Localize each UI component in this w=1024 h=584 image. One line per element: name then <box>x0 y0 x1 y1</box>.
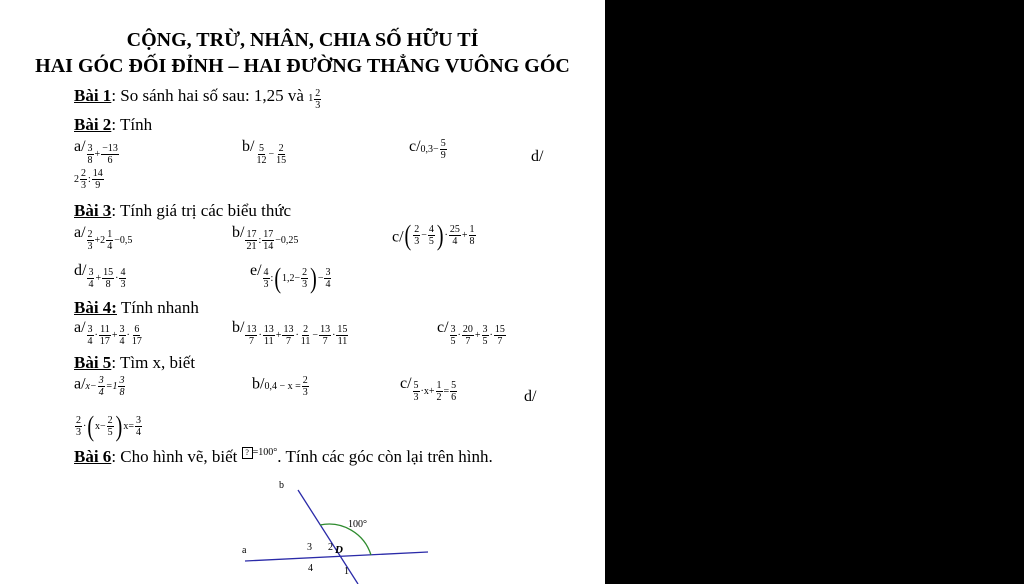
ex2-item-b: b/ 5 12 − 2 15 <box>242 138 287 166</box>
line-b-label: b <box>279 480 284 491</box>
exercise-3 <box>74 201 291 221</box>
exercise-5-text: : Tìm x, biết <box>111 353 196 372</box>
line-b <box>298 490 358 584</box>
exercise-5 <box>74 353 195 373</box>
angle-number-4: 4 <box>308 563 313 574</box>
ex4-item-a: a/ 3 4 · 11 17 + 3 4 · 6 17 <box>74 319 142 347</box>
angle-number-1: 1 <box>344 566 349 577</box>
ex4-item-c: c/ 3 5 · 20 7 + 3 5 · 15 7 <box>437 319 505 347</box>
ex3-item-a: a/ 2 3 +2 1 4 −0,5 <box>74 224 133 252</box>
exercise-1-label: Bài 1 <box>74 86 112 105</box>
mixed-number: 1 2 3 <box>308 87 321 111</box>
exercise-2-text: : Tính <box>111 115 153 134</box>
exercise-1-text: : So sánh hai số sau: 1,25 và <box>111 86 309 105</box>
ex5-item-c: c/ 5 3 ·x+ 1 2 = 5 6 <box>400 375 457 403</box>
ex3-item-e: e/ 4 3 : ( 1,2− $\frac{2}{3}$ ) − 3 4 <box>250 262 331 294</box>
ex3-item-b: b/ 17 21 : 17 14 −0,25 <box>232 224 299 252</box>
exercise-6-label: Bài 6 <box>74 447 112 466</box>
angle-figure <box>230 472 440 584</box>
ex2-item-d: d/ <box>531 148 544 165</box>
exercise-4-label: Bài 4: <box>74 298 117 317</box>
point-label: D <box>335 544 343 556</box>
ex5-item-b: b/ 0,4 − x = $\frac{2}{3}$ <box>252 375 308 398</box>
line-a-label: a <box>242 545 247 556</box>
angle-label: 100° <box>348 519 367 530</box>
ex2-item-a: a/ 3 8 + −13 6 <box>74 138 118 166</box>
exercise-3-text: : Tính giá trị các biểu thức <box>111 201 292 220</box>
exercise-5-label: Bài 5 <box>74 353 112 372</box>
exercise-1 <box>74 86 322 111</box>
ex3-item-d: d/ 3 4 + 15 8 · 4 3 <box>74 262 126 290</box>
exercise-3-label: Bài 3 <box>74 201 112 220</box>
exercise-2 <box>74 115 152 135</box>
exercise-6-text: : Cho hình vẽ, biết <box>111 447 242 466</box>
ex5-item-a: a/x− 3 4 =1 3 8 <box>74 375 125 398</box>
angle-number-2: 2 <box>328 542 333 553</box>
ex3-item-c: c/ ( 2 3 − 4 5 ) · 25 4 + 1 8 <box>392 220 475 251</box>
exercise-2-label: Bài 2 <box>74 115 112 134</box>
ex2-item-c: c/ 0,3 − 5 9 <box>409 138 446 161</box>
title-line-2: HAI GÓC ĐỐI ĐỈNH – HAI ĐƯỜNG THẲNG VUÔNG GÓC <box>35 55 570 77</box>
exercise-6-text-2: . Tính các góc còn lại trên hình. <box>277 447 493 466</box>
ex5-item-d-expr: 2 3 · ( x− 2 5 ) x= 3 4 <box>76 411 141 442</box>
angle-value: =100° <box>252 447 278 458</box>
exercise-6: Bài 6: Cho hình vẽ, biết ? =100° . Tính các góc còn lại trên hình. <box>74 447 493 466</box>
exercise-4 <box>74 298 199 318</box>
ex5-item-d: d/ <box>524 388 537 405</box>
angle-number-3: 3 <box>307 542 312 553</box>
ex4-item-b: b/ 13 7 · 13 11 + 13 7 · 2 11 − 13 7 · 15 11 <box>232 319 348 347</box>
exercise-4-text: Tính nhanh <box>116 298 199 317</box>
title-line-1: CỘNG, TRỪ, NHÂN, CHIA SỐ HỮU TỈ <box>126 29 479 51</box>
ex2-item-d-expr: 2 2 3 : 14 9 <box>74 168 103 191</box>
